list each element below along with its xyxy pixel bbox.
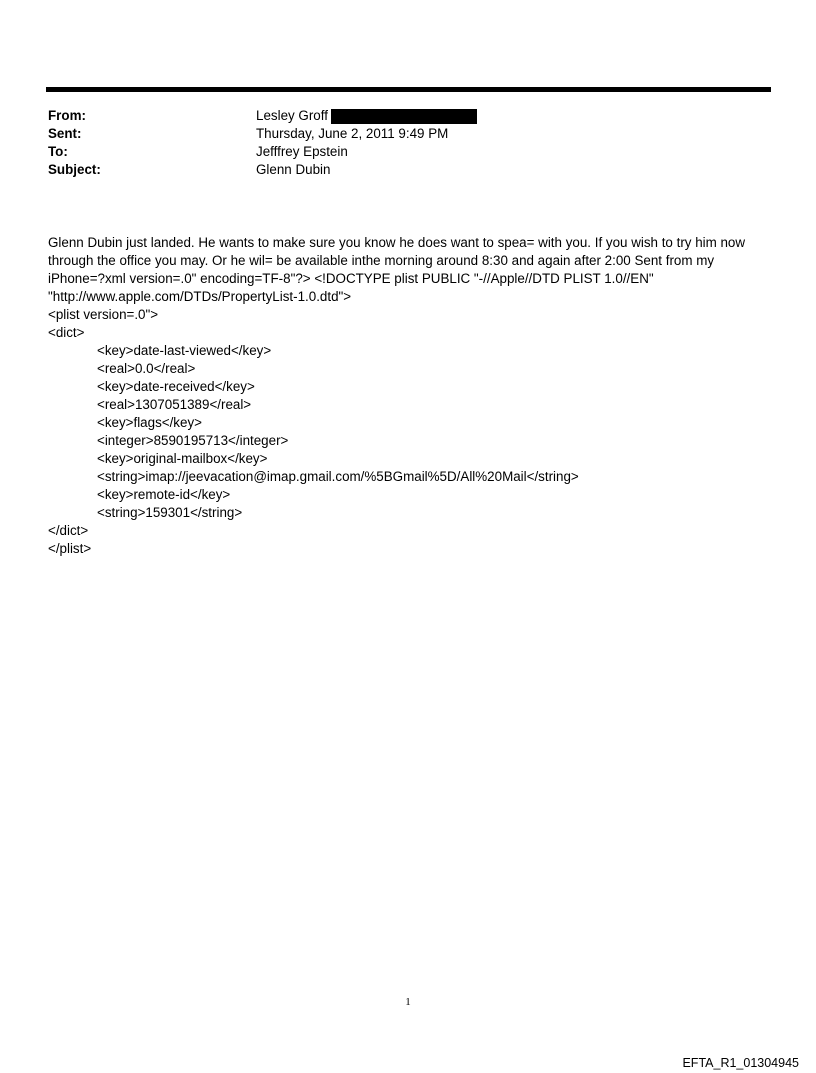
plist-open-line: <plist version=.0"> <box>48 307 159 322</box>
body-line: "http://www.apple.com/DTDs/PropertyList-1.0.dtd"> <box>48 289 352 304</box>
dict-entry-line: <key>date-received</key> <box>97 379 255 394</box>
dict-entry-line: <key>date-last-viewed</key> <box>97 343 272 358</box>
sent-row <box>48 125 748 143</box>
body-line: through the office you may. Or he wil= be available inthe morning around 8:30 and again after 2:00 Sent from my <box>48 253 715 268</box>
to-row <box>48 143 748 161</box>
dict-entry-line: <string>imap://jeevacation@imap.gmail.com/%5BGmail%5D/All%20Mail</string> <box>97 469 579 484</box>
email-header <box>48 107 748 179</box>
dict-open-line: <dict> <box>48 325 85 340</box>
sender-name: Lesley Groff <box>256 108 328 123</box>
from-row <box>48 107 748 125</box>
email-body <box>48 234 768 558</box>
dict-entry-line: <key>remote-id</key> <box>97 487 231 502</box>
body-line: Glenn Dubin just landed. He wants to make sure you know he does want to spea= with you. If you wish to try him now <box>48 235 746 250</box>
to-label: To: <box>48 144 68 159</box>
sent-label: Sent: <box>48 126 82 141</box>
subject-row <box>48 161 748 179</box>
body-line: iPhone=?xml version=.0" encoding=TF-8"?> <!DOCTYPE plist PUBLIC "-//Apple//DTD PLIST 1.0//EN" <box>48 271 654 286</box>
document-id: EFTA_R1_01304945 <box>682 1056 799 1070</box>
to-value: Jefffrey Epstein <box>256 144 348 159</box>
dict-entry-line: <real>0.0</real> <box>97 361 196 376</box>
dict-entry-line: <integer>8590195713</integer> <box>97 433 289 448</box>
plist-close-line: </plist> <box>48 541 92 556</box>
redaction-box <box>331 109 477 124</box>
sent-value: Thursday, June 2, 2011 9:49 PM <box>256 126 449 141</box>
dict-entry-line: <string>159301</string> <box>97 505 243 520</box>
dict-entry-line: <key>flags</key> <box>97 415 202 430</box>
subject-label: Subject: <box>48 162 101 177</box>
page-number: 1 <box>405 996 411 1008</box>
dict-close-line: </dict> <box>48 523 89 538</box>
from-label: From: <box>48 108 86 123</box>
dict-entry-line: <real>1307051389</real> <box>97 397 252 412</box>
dict-entry-line: <key>original-mailbox</key> <box>97 451 268 466</box>
subject-value: Glenn Dubin <box>256 162 331 177</box>
header-divider <box>46 87 771 92</box>
from-value <box>256 107 748 125</box>
